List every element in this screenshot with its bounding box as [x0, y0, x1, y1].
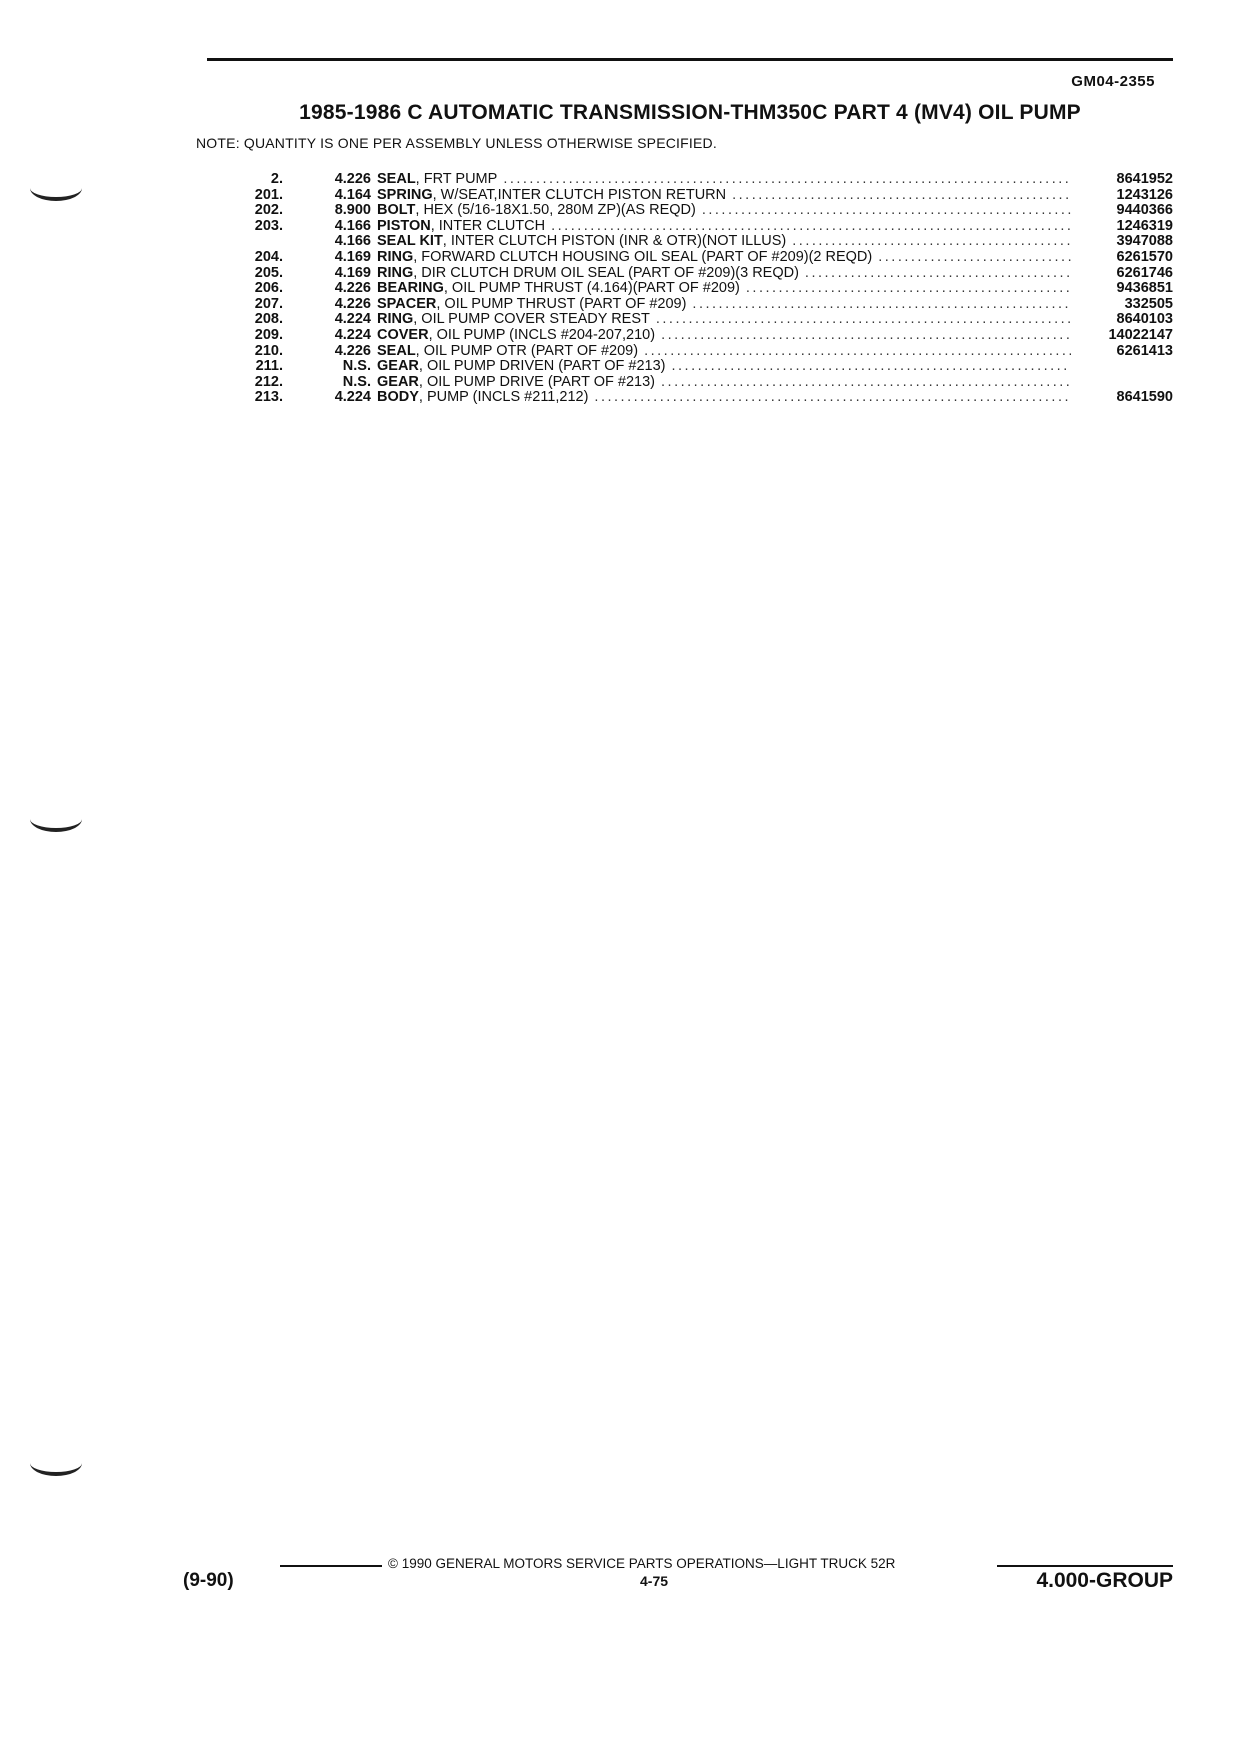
part-row — [207, 219, 1173, 235]
reference-number: 205. — [254, 264, 283, 281]
reference-number: 203. — [254, 217, 283, 234]
part-detail: , OIL PUMP DRIVEN (PART OF #213) — [418, 359, 666, 375]
part-description — [377, 234, 1073, 250]
part-row — [207, 281, 1173, 297]
part-name: SEAL — [377, 343, 416, 359]
part-name: PISTON — [377, 218, 431, 234]
part-row — [207, 203, 1173, 219]
dot-leader — [671, 359, 1071, 375]
dot-leader — [732, 188, 1071, 204]
binder-hole-mark — [30, 175, 82, 201]
reference-number: 206. — [254, 280, 283, 297]
group-number: 4.000-GROUP — [1036, 1569, 1173, 1592]
quantity-note: NOTE: QUANTITY IS ONE PER ASSEMBLY UNLESS OTHERWISE SPECIFIED. — [196, 135, 717, 151]
part-detail: , OIL PUMP OTR (PART OF #209) — [415, 343, 639, 359]
illustration-number: 4.166 — [334, 233, 371, 250]
part-number: 332505 — [1124, 295, 1173, 312]
document-code: GM04-2355 — [1071, 73, 1155, 90]
part-row — [207, 328, 1173, 344]
part-row — [207, 312, 1173, 328]
illustration-number: 4.169 — [334, 264, 371, 281]
part-description — [377, 203, 1073, 219]
reference-number: 207. — [254, 295, 283, 312]
dot-leader — [692, 297, 1071, 313]
part-row — [207, 188, 1173, 204]
dot-leader — [656, 312, 1071, 328]
dot-leader — [702, 203, 1071, 219]
illustration-number: 4.224 — [334, 326, 371, 343]
part-name: BEARING — [377, 281, 444, 297]
dot-leader — [792, 234, 1071, 250]
illustration-number: N.S. — [342, 373, 371, 390]
part-detail: , HEX (5/16-18X1.50, 280M ZP)(AS REQD) — [415, 203, 696, 219]
part-row — [207, 172, 1173, 188]
part-number: 8640103 — [1116, 311, 1173, 328]
part-description — [377, 390, 1073, 406]
part-detail: , FRT PUMP — [415, 172, 498, 187]
part-row — [207, 390, 1173, 406]
part-number: 9440366 — [1116, 202, 1173, 219]
part-description — [377, 312, 1073, 328]
top-rule — [207, 58, 1173, 61]
part-number: 1246319 — [1116, 217, 1173, 234]
reference-number: 201. — [254, 186, 283, 203]
part-detail: , OIL PUMP (INCLS #204-207,210) — [428, 327, 656, 343]
dot-leader — [503, 172, 1071, 188]
dot-leader — [878, 250, 1071, 266]
part-row — [207, 297, 1173, 313]
illustration-number: 4.169 — [334, 248, 371, 265]
part-description — [377, 297, 1073, 313]
part-detail: , OIL PUMP COVER STEADY REST — [413, 312, 650, 328]
part-description — [377, 359, 1073, 375]
reference-number: 211. — [255, 358, 283, 375]
binder-hole-mark — [30, 806, 82, 832]
part-name: SEAL KIT — [377, 234, 443, 250]
part-description — [377, 172, 1073, 188]
illustration-number: 4.226 — [334, 342, 371, 359]
part-name: COVER — [377, 327, 429, 343]
illustration-number: 4.226 — [334, 295, 371, 312]
part-number: 6261570 — [1116, 248, 1173, 265]
part-name: GEAR — [377, 374, 419, 390]
part-description — [377, 219, 1073, 235]
part-name: RING — [377, 312, 414, 328]
illustration-number: 4.226 — [334, 280, 371, 297]
part-number: 9436851 — [1116, 280, 1173, 297]
illustration-number: 4.224 — [334, 389, 371, 406]
part-number: 6261746 — [1116, 264, 1173, 281]
part-name: RING — [377, 265, 414, 281]
dot-leader — [746, 281, 1071, 297]
part-name: BOLT — [377, 203, 416, 219]
revision-date: (9-90) — [183, 1570, 234, 1591]
part-description — [377, 250, 1073, 266]
part-description — [377, 281, 1073, 297]
reference-number: 204. — [254, 248, 283, 265]
part-detail: , INTER CLUTCH — [430, 218, 546, 234]
copyright-notice: © 1990 GENERAL MOTORS SERVICE PARTS OPERATIONS—LIGHT TRUCK 52R — [388, 1556, 896, 1571]
page-number: 4-75 — [640, 1573, 669, 1589]
part-detail: , FORWARD CLUTCH HOUSING OIL SEAL (PART OF #209)(2 REQD) — [413, 249, 873, 265]
part-detail: , DIR CLUTCH DRUM OIL SEAL (PART OF #209)(3 REQD) — [413, 265, 799, 281]
part-row — [207, 359, 1173, 375]
reference-number: 212. — [254, 373, 283, 390]
part-detail: , W/SEAT,INTER CLUTCH PISTON RETURN — [432, 187, 727, 203]
part-description — [377, 344, 1073, 360]
reference-number: 210. — [254, 342, 283, 359]
part-name: GEAR — [377, 359, 419, 375]
part-name: SEAL — [377, 172, 416, 187]
dot-leader — [661, 328, 1071, 344]
part-detail: , OIL PUMP THRUST (4.164)(PART OF #209) — [443, 281, 740, 297]
dot-leader — [805, 266, 1071, 282]
part-row — [207, 344, 1173, 360]
dot-leader — [551, 219, 1071, 235]
part-detail: , PUMP (INCLS #211,212) — [418, 390, 589, 406]
footer-rule-right — [997, 1565, 1173, 1567]
part-description — [377, 188, 1073, 204]
part-number: 1243126 — [1116, 186, 1173, 203]
part-row — [207, 234, 1173, 250]
part-number: 8641590 — [1116, 389, 1173, 406]
part-row — [207, 250, 1173, 266]
part-name: SPACER — [377, 296, 437, 312]
part-number: 3947088 — [1116, 233, 1173, 250]
part-number: 14022147 — [1108, 326, 1173, 343]
parts-list — [207, 172, 1173, 406]
page-title: 1985-1986 C AUTOMATIC TRANSMISSION-THM350C PART 4 (MV4) OIL PUMP — [299, 101, 1081, 124]
dot-leader — [661, 375, 1071, 391]
part-detail: , OIL PUMP DRIVE (PART OF #213) — [418, 374, 656, 390]
part-row — [207, 375, 1173, 391]
part-name: SPRING — [377, 187, 433, 203]
part-name: RING — [377, 249, 414, 265]
reference-number: 213. — [254, 389, 283, 406]
illustration-number: 4.224 — [334, 311, 371, 328]
part-detail: , INTER CLUTCH PISTON (INR & OTR)(NOT ILLUS) — [442, 234, 787, 250]
illustration-number: 4.164 — [334, 186, 371, 203]
dot-leader — [594, 390, 1071, 406]
part-detail: , OIL PUMP THRUST (PART OF #209) — [436, 296, 687, 312]
part-description — [377, 375, 1073, 391]
part-row — [207, 266, 1173, 282]
footer-rule-left — [280, 1565, 382, 1567]
reference-number: 208. — [254, 311, 283, 328]
part-description — [377, 328, 1073, 344]
part-number: 6261413 — [1116, 342, 1173, 359]
illustration-number: 4.226 — [334, 171, 371, 187]
part-name: BODY — [377, 390, 419, 406]
illustration-number: N.S. — [342, 358, 371, 375]
illustration-number: 4.166 — [334, 217, 371, 234]
part-description — [377, 266, 1073, 282]
dot-leader — [644, 344, 1071, 360]
binder-hole-mark — [30, 1450, 82, 1476]
reference-number: 2. — [270, 171, 283, 187]
reference-number: 202. — [254, 202, 283, 219]
reference-number: 209. — [254, 326, 283, 343]
part-number: 8641952 — [1116, 171, 1173, 187]
illustration-number: 8.900 — [334, 202, 371, 219]
